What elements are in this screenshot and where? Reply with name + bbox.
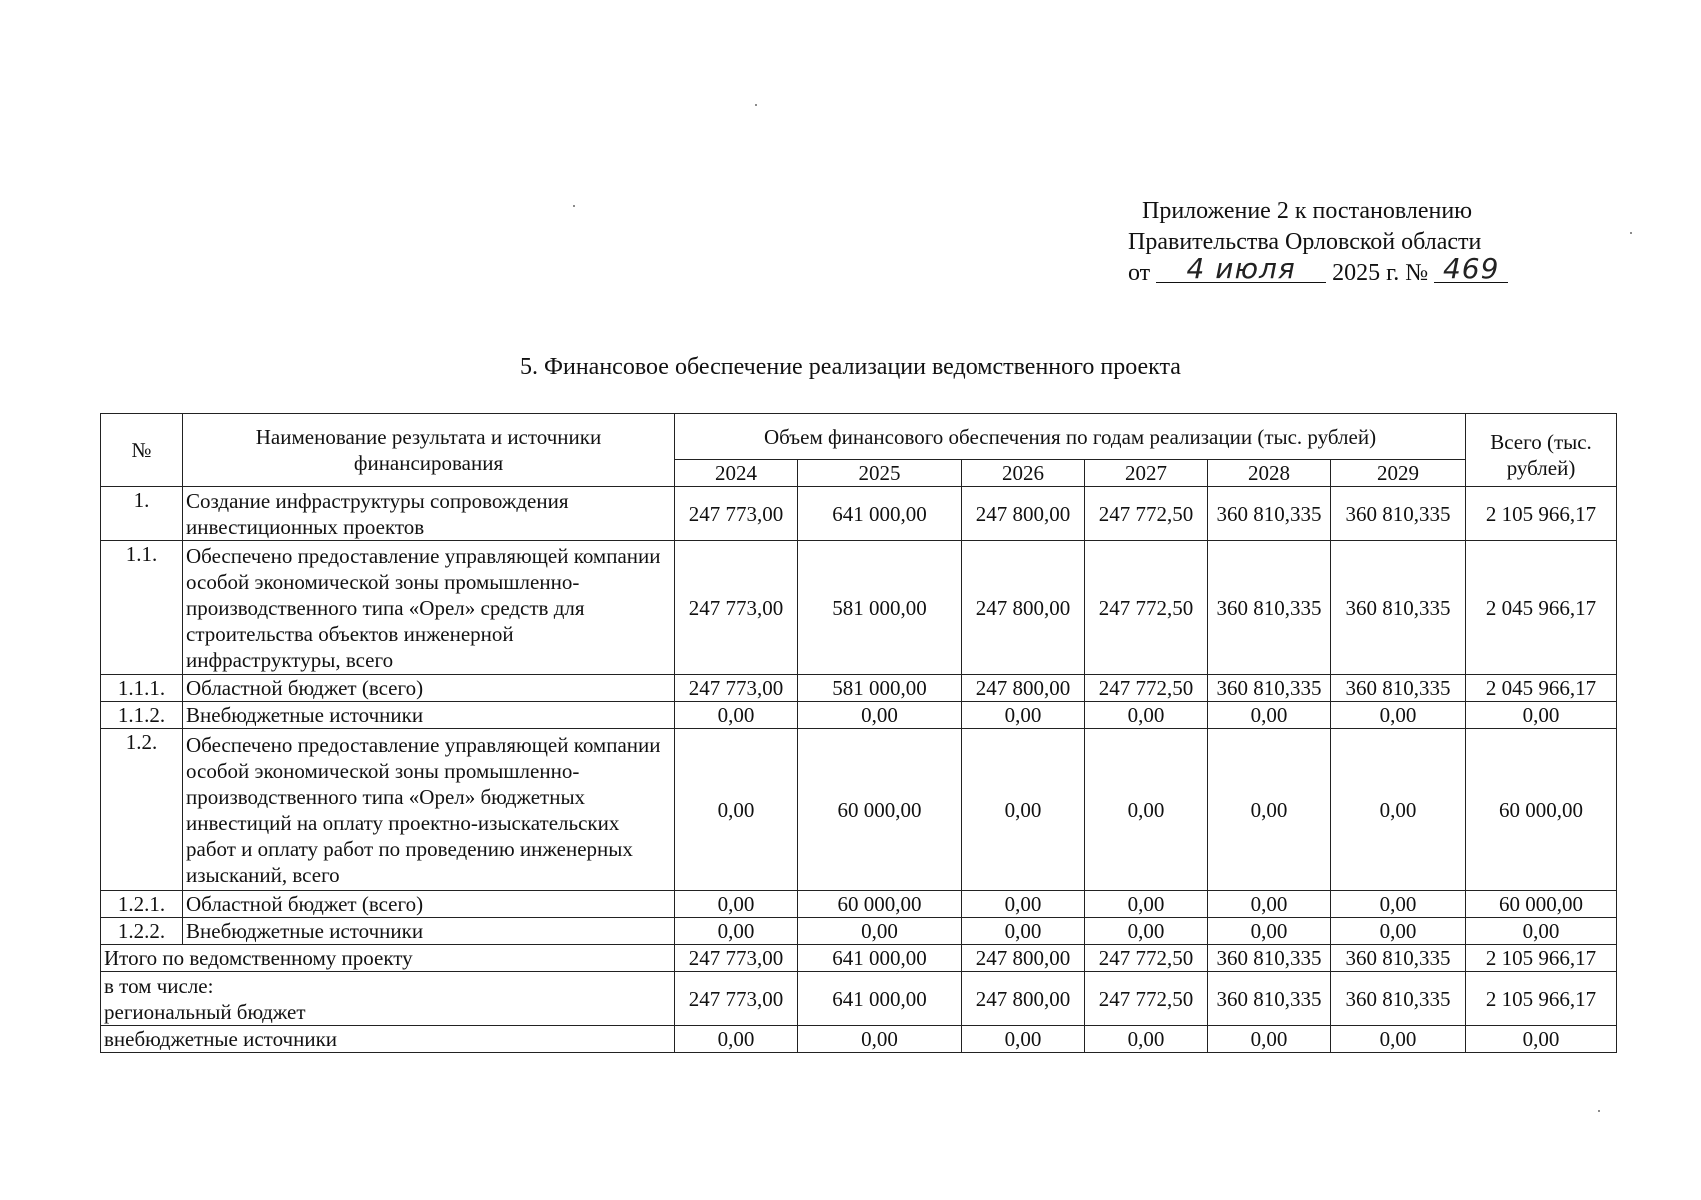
value-cell: 0,00 xyxy=(1331,918,1466,945)
value-cell: 0,00 xyxy=(798,1026,962,1053)
table-row xyxy=(101,702,1617,729)
value-cell: 0,00 xyxy=(675,918,798,945)
value-cell: 360 810,335 xyxy=(1331,541,1466,675)
value-cell: 0,00 xyxy=(1208,918,1331,945)
year-text: 2025 г. № xyxy=(1332,260,1429,286)
value-cell: 0,00 xyxy=(1208,891,1331,918)
total-cell: 0,00 xyxy=(1466,702,1617,729)
total-cell: 2 105 966,17 xyxy=(1466,487,1617,541)
value-cell: 0,00 xyxy=(1085,891,1208,918)
value-cell: 0,00 xyxy=(1085,1026,1208,1053)
table-row xyxy=(101,891,1617,918)
value-cell: 247 773,00 xyxy=(675,972,798,1026)
handwritten-date: 4 июля xyxy=(1156,256,1326,283)
handwritten-number: 469 xyxy=(1434,256,1508,283)
row-name: Создание инфраструктуры сопровождения инвестиционных проектов xyxy=(183,487,675,541)
value-cell: 0,00 xyxy=(1208,702,1331,729)
row-name: Обеспечено предоставление управляющей компании особой экономической зоны промышленно-производственного типа «Орел» бюджетных инвестиций на оплату проектно-изыскательских работ и оплату работ по проведению инженерных изысканий, всего xyxy=(183,729,675,891)
value-cell: 360 810,335 xyxy=(1208,487,1331,541)
year-header: 2026 xyxy=(962,460,1085,487)
value-cell: 360 810,335 xyxy=(1331,675,1466,702)
year-header: 2027 xyxy=(1085,460,1208,487)
table-header xyxy=(101,414,1617,487)
value-cell: 0,00 xyxy=(1085,729,1208,891)
section-title: 5. Финансовое обеспечение реализации ведомственного проекта xyxy=(520,354,1181,380)
header-line-2: Правительства Орловской области xyxy=(1128,229,1482,255)
value-cell: 0,00 xyxy=(675,891,798,918)
value-cell: 641 000,00 xyxy=(798,945,962,972)
value-cell: 0,00 xyxy=(1085,918,1208,945)
value-cell: 60 000,00 xyxy=(798,891,962,918)
year-header: 2029 xyxy=(1331,460,1466,487)
row-name: Обеспечено предоставление управляющей компании особой экономической зоны промышленно-производственного типа «Орел» средств для строительства объектов инженерной инфраструктуры, всего xyxy=(183,541,675,675)
value-cell: 247 772,50 xyxy=(1085,541,1208,675)
value-cell: 0,00 xyxy=(1331,891,1466,918)
value-cell: 0,00 xyxy=(962,918,1085,945)
row-number: 1.2.1. xyxy=(101,891,183,918)
value-cell: 0,00 xyxy=(798,918,962,945)
value-cell: 247 800,00 xyxy=(962,972,1085,1026)
document-header xyxy=(1128,196,1508,289)
scan-speck xyxy=(755,104,757,106)
value-cell: 247 772,50 xyxy=(1085,487,1208,541)
value-cell: 0,00 xyxy=(962,1026,1085,1053)
total-cell: 0,00 xyxy=(1466,918,1617,945)
value-cell: 247 772,50 xyxy=(1085,675,1208,702)
value-cell: 247 773,00 xyxy=(675,541,798,675)
value-cell: 0,00 xyxy=(1331,1026,1466,1053)
table-row xyxy=(101,487,1617,541)
year-header: 2025 xyxy=(798,460,962,487)
header-line-3 xyxy=(1128,252,1508,289)
header-num: № xyxy=(101,414,183,487)
summary-row xyxy=(101,1026,1617,1053)
value-cell: 0,00 xyxy=(675,1026,798,1053)
table-row xyxy=(101,541,1617,675)
value-cell: 247 772,50 xyxy=(1085,972,1208,1026)
header-line-1: Приложение 2 к постановлению xyxy=(1142,198,1473,224)
row-name: Внебюджетные источники xyxy=(183,918,675,945)
total-cell: 0,00 xyxy=(1466,1026,1617,1053)
value-cell: 247 773,00 xyxy=(675,675,798,702)
table-row xyxy=(101,675,1617,702)
summary-label: внебюджетные источники xyxy=(101,1026,675,1053)
value-cell: 0,00 xyxy=(1085,702,1208,729)
value-cell: 0,00 xyxy=(675,702,798,729)
total-cell: 60 000,00 xyxy=(1466,729,1617,891)
value-cell: 641 000,00 xyxy=(798,972,962,1026)
header-total: Всего (тыс. рублей) xyxy=(1466,414,1617,487)
value-cell: 247 800,00 xyxy=(962,945,1085,972)
value-cell: 0,00 xyxy=(1331,729,1466,891)
value-cell: 0,00 xyxy=(962,891,1085,918)
value-cell: 360 810,335 xyxy=(1208,541,1331,675)
summary-label xyxy=(101,972,675,1026)
scan-speck xyxy=(1598,1110,1600,1112)
summary-row xyxy=(101,972,1617,1026)
value-cell: 0,00 xyxy=(962,729,1085,891)
value-cell: 247 772,50 xyxy=(1085,945,1208,972)
summary-label-line-1: в том числе: xyxy=(104,973,214,998)
value-cell: 247 800,00 xyxy=(962,541,1085,675)
row-number: 1.1.2. xyxy=(101,702,183,729)
year-header: 2024 xyxy=(675,460,798,487)
financing-table xyxy=(100,413,1617,1053)
value-cell: 360 810,335 xyxy=(1208,972,1331,1026)
value-cell: 0,00 xyxy=(675,729,798,891)
row-number: 1.2.2. xyxy=(101,918,183,945)
value-cell: 60 000,00 xyxy=(798,729,962,891)
value-cell: 247 800,00 xyxy=(962,487,1085,541)
date-prefix: от xyxy=(1128,260,1151,286)
value-cell: 0,00 xyxy=(1208,729,1331,891)
header-volume: Объем финансового обеспечения по годам реализации (тыс. рублей) xyxy=(675,414,1466,460)
total-cell: 2 105 966,17 xyxy=(1466,945,1617,972)
scan-speck xyxy=(1630,232,1632,234)
summary-label-line-2: региональный бюджет xyxy=(104,999,306,1024)
total-cell: 2 045 966,17 xyxy=(1466,675,1617,702)
value-cell: 641 000,00 xyxy=(798,487,962,541)
value-cell: 581 000,00 xyxy=(798,541,962,675)
value-cell: 247 773,00 xyxy=(675,487,798,541)
row-number: 1.1.1. xyxy=(101,675,183,702)
table-row xyxy=(101,729,1617,891)
value-cell: 247 800,00 xyxy=(962,675,1085,702)
row-number: 1.1. xyxy=(101,541,183,675)
row-name: Областной бюджет (всего) xyxy=(183,891,675,918)
scan-speck xyxy=(573,205,575,207)
value-cell: 360 810,335 xyxy=(1208,675,1331,702)
value-cell: 360 810,335 xyxy=(1331,487,1466,541)
row-number: 1.2. xyxy=(101,729,183,891)
row-number: 1. xyxy=(101,487,183,541)
total-cell: 2 045 966,17 xyxy=(1466,541,1617,675)
value-cell: 247 773,00 xyxy=(675,945,798,972)
value-cell: 360 810,335 xyxy=(1208,945,1331,972)
summary-row xyxy=(101,945,1617,972)
value-cell: 581 000,00 xyxy=(798,675,962,702)
row-name: Внебюджетные источники xyxy=(183,702,675,729)
summary-label: Итого по ведомственному проекту xyxy=(101,945,675,972)
value-cell: 0,00 xyxy=(1208,1026,1331,1053)
value-cell: 360 810,335 xyxy=(1331,972,1466,1026)
total-cell: 60 000,00 xyxy=(1466,891,1617,918)
table-row xyxy=(101,918,1617,945)
year-header: 2028 xyxy=(1208,460,1331,487)
value-cell: 360 810,335 xyxy=(1331,945,1466,972)
value-cell: 0,00 xyxy=(1331,702,1466,729)
value-cell: 0,00 xyxy=(962,702,1085,729)
row-name: Областной бюджет (всего) xyxy=(183,675,675,702)
total-cell: 2 105 966,17 xyxy=(1466,972,1617,1026)
header-name: Наименование результата и источники финансирования xyxy=(183,414,675,487)
value-cell: 0,00 xyxy=(798,702,962,729)
